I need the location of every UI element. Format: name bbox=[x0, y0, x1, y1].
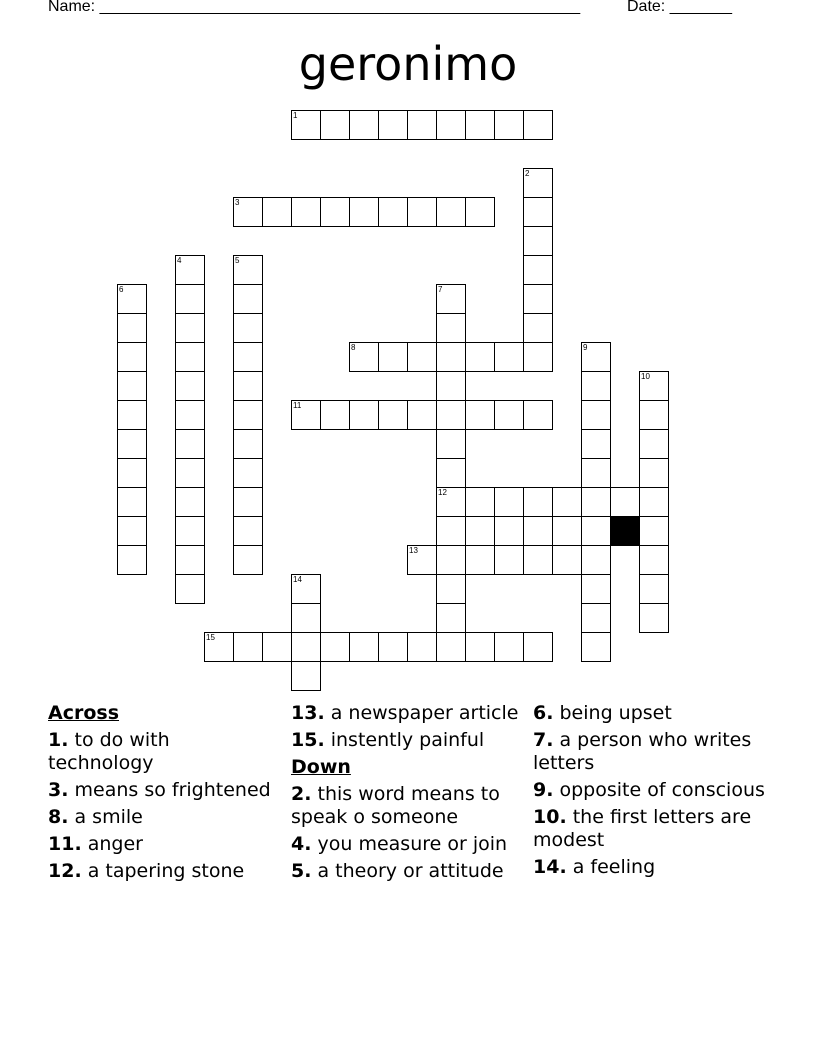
grid-cell[interactable] bbox=[523, 545, 553, 575]
down-clue bbox=[291, 783, 523, 829]
grid-cell[interactable] bbox=[175, 371, 205, 401]
across-clue bbox=[48, 806, 280, 829]
grid-cell[interactable] bbox=[320, 110, 350, 140]
grid-cell[interactable] bbox=[175, 342, 205, 372]
grid-cell[interactable] bbox=[436, 371, 466, 401]
grid-cell[interactable] bbox=[523, 226, 553, 256]
grid-cell[interactable] bbox=[117, 313, 147, 343]
grid-cell[interactable] bbox=[639, 458, 669, 488]
down-clue bbox=[533, 806, 765, 852]
grid-cell[interactable] bbox=[117, 400, 147, 430]
across-clue bbox=[48, 833, 280, 856]
across-clue bbox=[48, 779, 280, 802]
down-clue bbox=[291, 860, 523, 883]
grid-cell[interactable] bbox=[639, 487, 669, 517]
clue-number-label: 6. bbox=[533, 702, 554, 724]
grid-cell[interactable] bbox=[581, 371, 611, 401]
clue-number-label: 15. bbox=[291, 729, 325, 751]
grid-cell[interactable] bbox=[465, 342, 495, 372]
clue-text: this word means to speak o someone bbox=[291, 783, 500, 828]
grid-cell[interactable] bbox=[175, 545, 205, 575]
clue-number: 1 bbox=[293, 111, 298, 120]
grid-cell[interactable] bbox=[436, 632, 466, 662]
down-clue bbox=[533, 702, 765, 725]
grid-cell[interactable] bbox=[233, 284, 263, 314]
grid-cell[interactable] bbox=[233, 429, 263, 459]
clue-number: 10 bbox=[641, 372, 650, 381]
clue-number: 8 bbox=[351, 343, 356, 352]
grid-cell[interactable] bbox=[349, 400, 379, 430]
clue-text: you measure or join bbox=[317, 833, 508, 855]
grid-cell[interactable] bbox=[581, 342, 611, 372]
across-clue bbox=[48, 860, 280, 883]
clues-column-2 bbox=[291, 702, 523, 887]
grid-cell[interactable] bbox=[175, 400, 205, 430]
grid-cell[interactable] bbox=[378, 110, 408, 140]
grid-cell[interactable] bbox=[494, 342, 524, 372]
grid-cell[interactable] bbox=[523, 255, 553, 285]
grid-cell[interactable] bbox=[494, 400, 524, 430]
grid-cell[interactable] bbox=[233, 371, 263, 401]
clue-number: 4 bbox=[177, 256, 182, 265]
clue-text: a smile bbox=[74, 806, 143, 828]
grid-cell[interactable] bbox=[175, 574, 205, 604]
grid-cell[interactable] bbox=[523, 516, 553, 546]
grid-cell[interactable] bbox=[436, 487, 466, 517]
clue-number: 12 bbox=[438, 488, 447, 497]
grid-cell[interactable] bbox=[436, 110, 466, 140]
grid-cell[interactable] bbox=[233, 400, 263, 430]
grid-cell[interactable] bbox=[639, 429, 669, 459]
grid-cell[interactable] bbox=[436, 429, 466, 459]
grid-cell[interactable] bbox=[233, 197, 263, 227]
clue-text: anger bbox=[87, 833, 143, 855]
grid-cell[interactable] bbox=[639, 603, 669, 633]
across-clue bbox=[291, 702, 523, 725]
grid-cell[interactable] bbox=[117, 487, 147, 517]
across-clue bbox=[48, 729, 280, 775]
grid-cell[interactable] bbox=[436, 516, 466, 546]
grid-cell[interactable] bbox=[262, 197, 292, 227]
clue-number: 2 bbox=[525, 169, 530, 178]
clue-number-label: 1. bbox=[48, 729, 69, 751]
grid-cell[interactable] bbox=[436, 400, 466, 430]
grid-cell[interactable] bbox=[523, 168, 553, 198]
grid-cell[interactable] bbox=[175, 284, 205, 314]
grid-cell[interactable] bbox=[494, 487, 524, 517]
clue-text: a tapering stone bbox=[87, 860, 245, 882]
name-field: Name: ______________________________________________________ bbox=[48, 0, 581, 15]
grid-cell[interactable] bbox=[523, 313, 553, 343]
grid-cell[interactable] bbox=[204, 632, 234, 662]
clue-text: to do with technology bbox=[48, 729, 170, 774]
grid-cell[interactable] bbox=[378, 342, 408, 372]
grid-cell[interactable] bbox=[436, 458, 466, 488]
down-clue bbox=[533, 856, 765, 879]
down-clue bbox=[533, 729, 765, 775]
clue-number: 14 bbox=[293, 575, 302, 584]
grid-cell[interactable] bbox=[465, 197, 495, 227]
grid-cell[interactable] bbox=[581, 429, 611, 459]
down-heading: Down bbox=[291, 756, 351, 778]
grid-cell[interactable] bbox=[233, 313, 263, 343]
grid-cell[interactable] bbox=[523, 110, 553, 140]
grid-cell[interactable] bbox=[233, 458, 263, 488]
clue-number: 15 bbox=[206, 633, 215, 642]
grid-cell[interactable] bbox=[320, 197, 350, 227]
grid-cell[interactable] bbox=[465, 516, 495, 546]
across-heading: Across bbox=[48, 702, 120, 724]
grid-cell[interactable] bbox=[378, 632, 408, 662]
grid-cell[interactable] bbox=[436, 197, 466, 227]
grid-cell[interactable] bbox=[552, 487, 582, 517]
clue-number: 3 bbox=[235, 198, 240, 207]
clue-number-label: 2. bbox=[291, 783, 312, 805]
clue-number-label: 13. bbox=[291, 702, 325, 724]
grid-cell[interactable] bbox=[291, 603, 321, 633]
grid-cell[interactable] bbox=[349, 632, 379, 662]
grid-cell[interactable] bbox=[407, 110, 437, 140]
clue-text: instently painful bbox=[330, 729, 485, 751]
grid-cell[interactable] bbox=[465, 110, 495, 140]
grid-cell[interactable] bbox=[581, 632, 611, 662]
grid-cell[interactable] bbox=[378, 400, 408, 430]
clue-number-label: 5. bbox=[291, 860, 312, 882]
grid-cell[interactable] bbox=[523, 197, 553, 227]
grid-cell[interactable] bbox=[378, 197, 408, 227]
grid-cell[interactable] bbox=[639, 574, 669, 604]
grid-cell[interactable] bbox=[233, 487, 263, 517]
clue-number-label: 4. bbox=[291, 833, 312, 855]
clue-text: means so frightened bbox=[74, 779, 271, 801]
clue-number-label: 14. bbox=[533, 856, 567, 878]
grid-cell[interactable] bbox=[465, 632, 495, 662]
grid-cell[interactable] bbox=[436, 574, 466, 604]
grid-cell[interactable] bbox=[581, 516, 611, 546]
grid-cell[interactable] bbox=[436, 284, 466, 314]
grid-cell[interactable] bbox=[233, 255, 263, 285]
grid-cell[interactable] bbox=[349, 197, 379, 227]
grid-cell[interactable] bbox=[465, 545, 495, 575]
grid-cell[interactable] bbox=[436, 603, 466, 633]
clue-number-label: 7. bbox=[533, 729, 554, 751]
grid-cell[interactable] bbox=[262, 632, 292, 662]
grid-cell[interactable] bbox=[639, 371, 669, 401]
clue-number-label: 11. bbox=[48, 833, 82, 855]
grid-cell[interactable] bbox=[407, 342, 437, 372]
grid-cell[interactable] bbox=[407, 197, 437, 227]
down-clue bbox=[533, 779, 765, 802]
across-clue bbox=[291, 729, 523, 752]
grid-cell[interactable] bbox=[581, 458, 611, 488]
grid-cell[interactable] bbox=[291, 632, 321, 662]
grid-cell[interactable] bbox=[349, 342, 379, 372]
grid-cell[interactable] bbox=[320, 400, 350, 430]
grid-cell[interactable] bbox=[117, 342, 147, 372]
grid-cell[interactable] bbox=[117, 458, 147, 488]
grid-cell[interactable] bbox=[117, 516, 147, 546]
grid-cell[interactable] bbox=[523, 284, 553, 314]
grid-cell[interactable] bbox=[407, 545, 437, 575]
clue-number: 7 bbox=[438, 285, 443, 294]
grid-cell[interactable] bbox=[494, 110, 524, 140]
grid-cell[interactable] bbox=[639, 400, 669, 430]
grid-cell[interactable] bbox=[523, 400, 553, 430]
clue-number: 5 bbox=[235, 256, 240, 265]
grid-cell[interactable] bbox=[291, 574, 321, 604]
grid-cell[interactable] bbox=[436, 342, 466, 372]
grid-cell[interactable] bbox=[349, 110, 379, 140]
grid-cell[interactable] bbox=[610, 487, 640, 517]
grid-cell[interactable] bbox=[291, 110, 321, 140]
grid-cell[interactable] bbox=[436, 313, 466, 343]
grid-cell[interactable] bbox=[581, 487, 611, 517]
grid-cell[interactable] bbox=[552, 516, 582, 546]
clue-text: a theory or attitude bbox=[317, 860, 504, 882]
clue-text: opposite of conscious bbox=[559, 779, 765, 801]
grid-cell[interactable] bbox=[291, 400, 321, 430]
clue-text: being upset bbox=[559, 702, 672, 724]
clue-text: a feeling bbox=[572, 856, 656, 878]
grid-cell[interactable] bbox=[494, 545, 524, 575]
clue-text: the first letters are modest bbox=[533, 806, 752, 851]
grid-cell[interactable] bbox=[291, 661, 321, 691]
grid-cell[interactable] bbox=[233, 632, 263, 662]
clue-text: a newspaper article bbox=[330, 702, 519, 724]
grid-cell[interactable] bbox=[117, 284, 147, 314]
grid-cell[interactable] bbox=[639, 516, 669, 546]
grid-cell[interactable] bbox=[233, 516, 263, 546]
clue-number: 13 bbox=[409, 546, 418, 555]
clue-text: a person who writes letters bbox=[533, 729, 752, 774]
grid-cell[interactable] bbox=[523, 487, 553, 517]
grid-cell[interactable] bbox=[523, 342, 553, 372]
grid-cell[interactable] bbox=[233, 545, 263, 575]
grid-cell[interactable] bbox=[117, 371, 147, 401]
clue-number-label: 10. bbox=[533, 806, 567, 828]
grid-cell[interactable] bbox=[494, 516, 524, 546]
date-field: Date: _______ bbox=[627, 0, 732, 15]
grid-cell[interactable] bbox=[320, 632, 350, 662]
grid-cell[interactable] bbox=[407, 632, 437, 662]
puzzle-title: geronimo bbox=[298, 37, 518, 91]
clue-number: 6 bbox=[119, 285, 124, 294]
grid-cell[interactable] bbox=[639, 545, 669, 575]
grid-cell[interactable] bbox=[494, 632, 524, 662]
grid-cell[interactable] bbox=[581, 574, 611, 604]
clue-number-label: 3. bbox=[48, 779, 69, 801]
grid-cell[interactable] bbox=[233, 342, 263, 372]
grid-cell[interactable] bbox=[175, 313, 205, 343]
clue-number-label: 9. bbox=[533, 779, 554, 801]
grid-cell[interactable] bbox=[117, 545, 147, 575]
clue-number: 9 bbox=[583, 343, 588, 352]
clue-number: 11 bbox=[293, 401, 302, 410]
clue-number-label: 8. bbox=[48, 806, 69, 828]
clue-number-label: 12. bbox=[48, 860, 82, 882]
grid-cell[interactable] bbox=[436, 545, 466, 575]
grid-cell[interactable] bbox=[523, 632, 553, 662]
grid-cell[interactable] bbox=[407, 400, 437, 430]
grid-cell[interactable] bbox=[117, 429, 147, 459]
grid-cell[interactable] bbox=[175, 516, 205, 546]
grid-cell[interactable] bbox=[581, 545, 611, 575]
black-cell bbox=[610, 516, 640, 546]
grid-cell[interactable] bbox=[175, 429, 205, 459]
grid-cell[interactable] bbox=[581, 603, 611, 633]
grid-cell[interactable] bbox=[581, 400, 611, 430]
grid-cell[interactable] bbox=[465, 400, 495, 430]
grid-cell[interactable] bbox=[175, 458, 205, 488]
clues-column-1 bbox=[48, 702, 280, 887]
grid-cell[interactable] bbox=[175, 487, 205, 517]
grid-cell[interactable] bbox=[175, 255, 205, 285]
grid-cell[interactable] bbox=[291, 197, 321, 227]
down-clue bbox=[291, 833, 523, 856]
clues-column-3 bbox=[533, 702, 765, 883]
grid-cell[interactable] bbox=[552, 545, 582, 575]
grid-cell[interactable] bbox=[465, 487, 495, 517]
